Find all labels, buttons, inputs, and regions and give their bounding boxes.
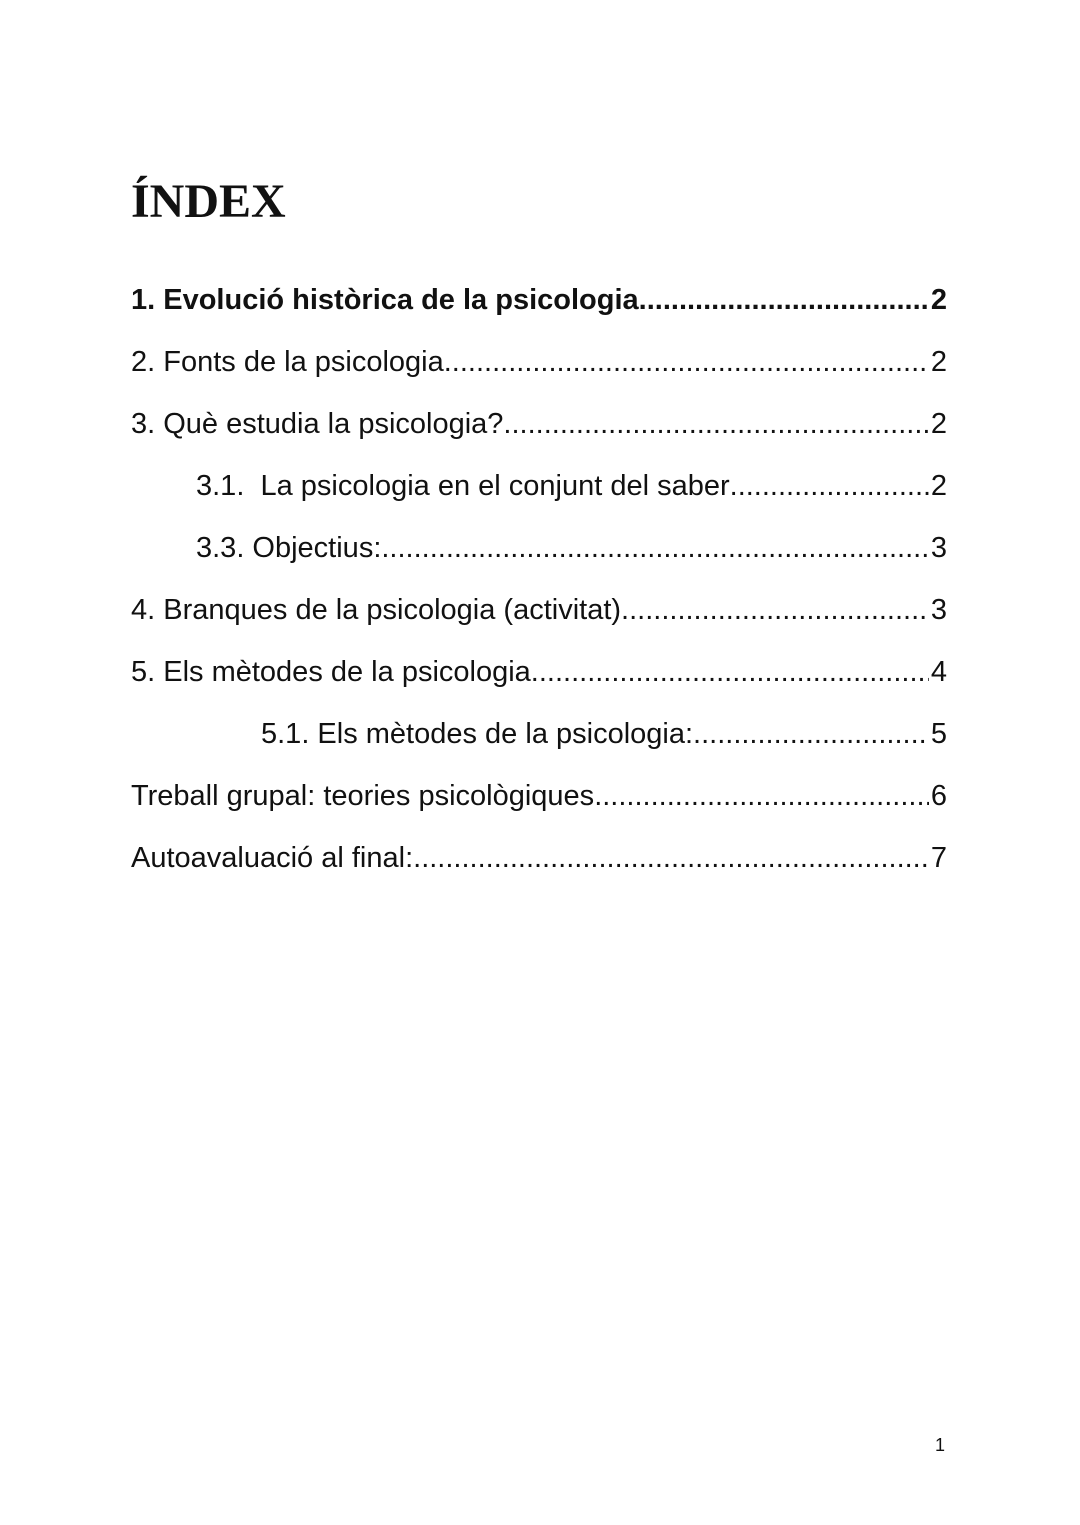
toc-entry[interactable] xyxy=(196,466,947,506)
toc-entry-page: 2 xyxy=(930,346,947,378)
toc-entry-label: 4. Branques de la psicologia (activitat) xyxy=(131,594,622,626)
toc-entry-page: 4 xyxy=(930,656,947,688)
toc-dot-leader xyxy=(639,280,929,320)
toc-entry-page: 3 xyxy=(930,532,947,564)
toc-entry-page: 2 xyxy=(930,284,947,316)
toc-entry[interactable] xyxy=(131,590,947,630)
toc-dot-leader xyxy=(413,838,929,878)
toc-entry-label: 5.1. Els mètodes de la psicologia: xyxy=(261,718,694,750)
toc-entry-page: 2 xyxy=(930,470,947,502)
toc-entry-label: 5. Els mètodes de la psicologia xyxy=(131,656,531,688)
toc-entry-label: 3.3. Objectius: xyxy=(196,532,382,564)
toc-entry[interactable] xyxy=(131,342,947,382)
toc-dot-leader xyxy=(730,466,929,506)
toc-entry[interactable] xyxy=(131,404,947,444)
page-title: ÍNDEX xyxy=(131,175,286,228)
toc-entry-page: 5 xyxy=(930,718,947,750)
toc-entry-page: 7 xyxy=(930,842,947,874)
toc-entry-label: 2. Fonts de la psicologia xyxy=(131,346,444,378)
toc-entry[interactable] xyxy=(261,714,947,754)
toc-entry-label: 3.1. La psicologia en el conjunt del saber xyxy=(196,470,730,502)
toc-entry[interactable] xyxy=(196,528,947,568)
toc-entry-label: 1. Evolució històrica de la psicologia xyxy=(131,284,639,316)
toc-dot-leader xyxy=(693,714,929,754)
toc-entry[interactable] xyxy=(131,652,947,692)
toc-entry[interactable] xyxy=(131,776,947,816)
toc-entry-page: 6 xyxy=(930,780,947,812)
toc-dot-leader xyxy=(531,652,929,692)
toc-dot-leader xyxy=(381,528,928,568)
toc-entry[interactable] xyxy=(131,280,947,320)
toc-dot-leader xyxy=(503,404,928,444)
page-number: 1 xyxy=(934,1435,945,1455)
toc-entry-label: Autoavaluació al final: xyxy=(131,842,414,874)
toc-entry-page: 2 xyxy=(930,408,947,440)
toc-dot-leader xyxy=(444,342,929,382)
toc-entry-label: Treball grupal: teories psicològiques xyxy=(131,780,595,812)
toc-entry[interactable] xyxy=(131,838,947,878)
toc-entry-label: 3. Què estudia la psicologia? xyxy=(131,408,504,440)
toc-entry-page: 3 xyxy=(930,594,947,626)
toc-dot-leader xyxy=(621,590,929,630)
toc-dot-leader xyxy=(594,776,929,816)
